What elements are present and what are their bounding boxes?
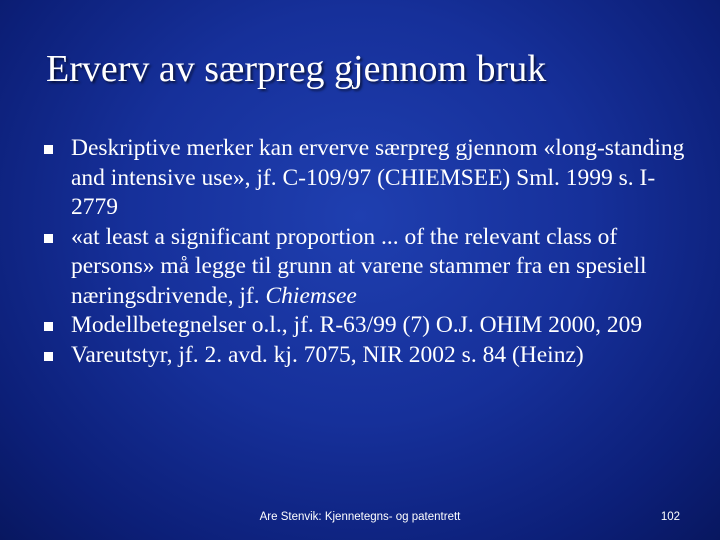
bullet-text: Vareutstyr, jf. 2. avd. kj. 7075, NIR 2002 s. 84 (Heinz) xyxy=(71,341,584,368)
bullet-text: «at least a significant proportion ... of the relevant class of persons» må legge til grunn at varene stammer fra en spesiell næringsdrivende, jf. xyxy=(71,223,647,309)
footer-text: Are Stenvik: Kjennetegns- og patentrett xyxy=(259,511,461,523)
slide-title: Erverv av særpreg gjennom bruk xyxy=(46,48,547,90)
bullet-item xyxy=(44,134,694,223)
bullet-italic-text: Chiemsee xyxy=(265,282,357,309)
bullet-list xyxy=(44,134,694,370)
bullet-item xyxy=(44,311,694,341)
square-bullet-icon xyxy=(44,234,53,243)
square-bullet-icon xyxy=(44,145,53,154)
bullet-text: Deskriptive merker kan erverve særpreg gjennom «long-standing and intensive use», jf. C‑109/97 (CHIEMSEE) Sml. 1999 s. I-2779 xyxy=(71,135,685,220)
square-bullet-icon xyxy=(44,322,53,331)
bullet-item xyxy=(44,223,694,312)
page-number: 102 xyxy=(660,511,680,523)
bullet-item xyxy=(44,341,694,371)
square-bullet-icon xyxy=(44,352,53,361)
bullet-text: Modellbetegnelser o.l., jf. R-63/99 (7) O.J. OHIM 2000, 209 xyxy=(71,312,643,338)
